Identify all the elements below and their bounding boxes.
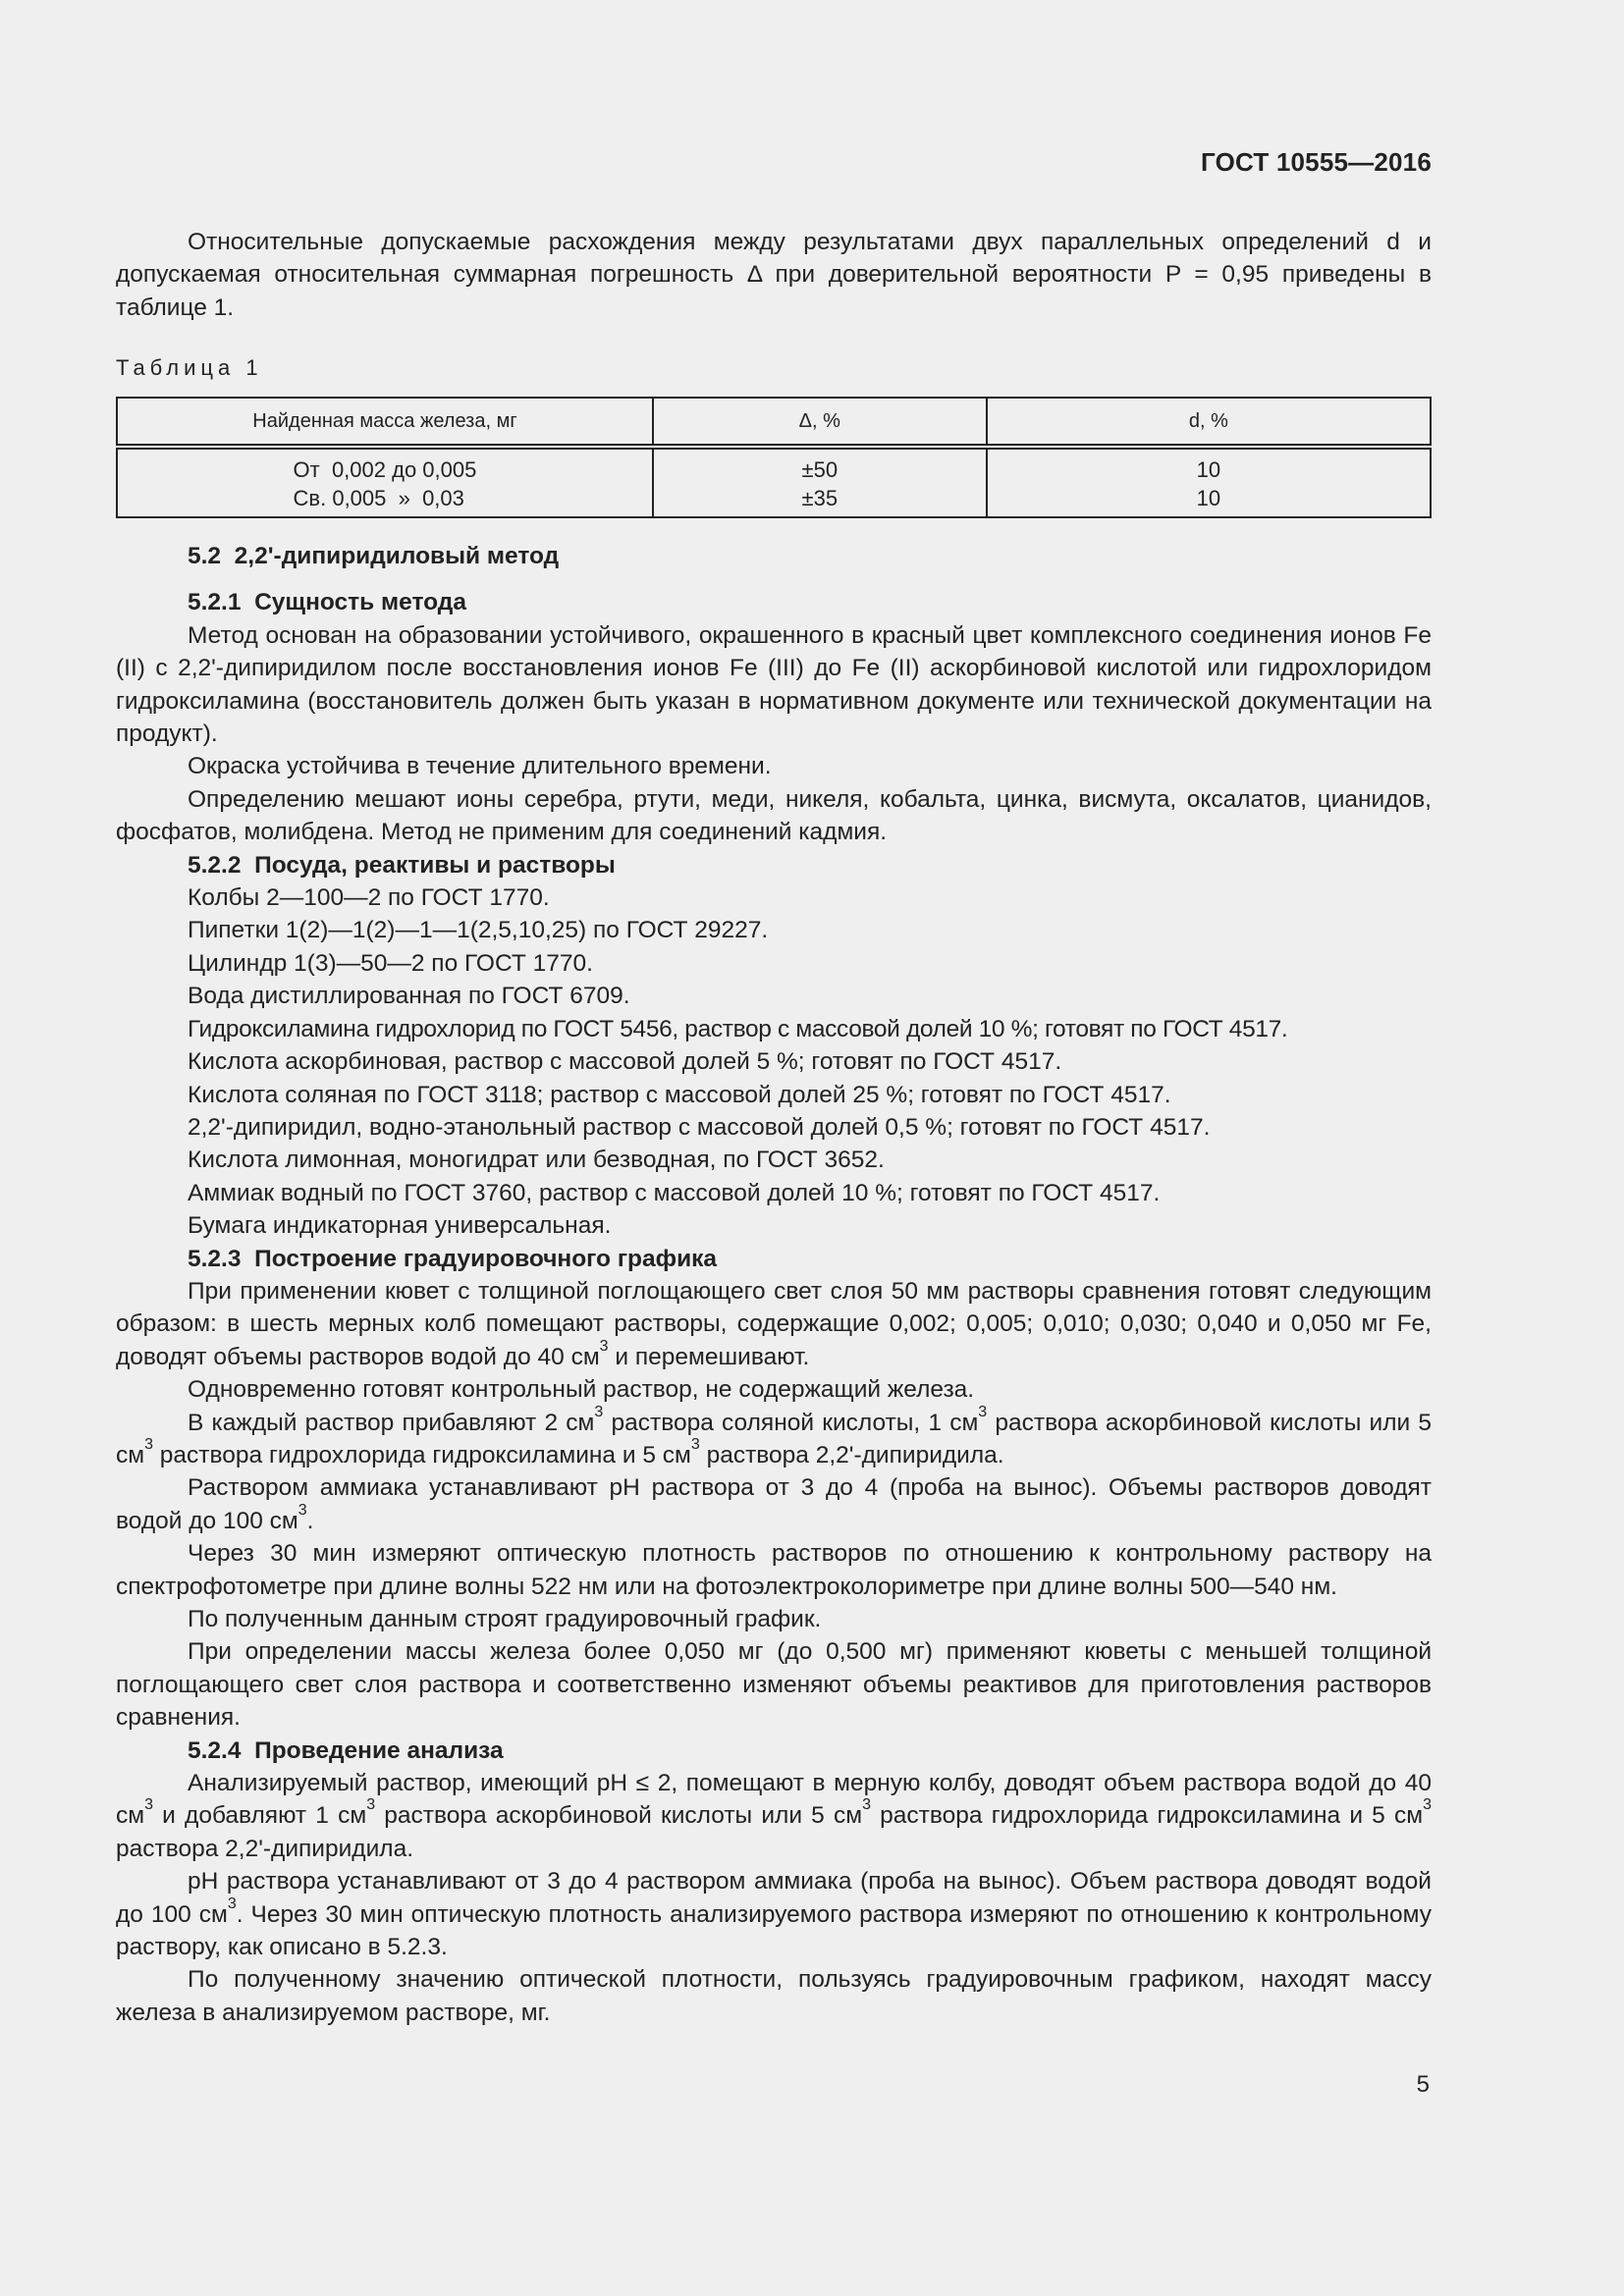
paragraph: При определении массы железа более 0,050 мг (до 0,500 мг) применяют кюветы с меньшей толщиной поглощающего свет слоя раствора и соответственно изменяют объемы реактивов для приготовления растворов сравнения. [116, 1638, 1432, 1732]
page-number: 5 [1416, 2071, 1430, 2098]
reagent-list-item: Цилиндр 1(3)—50—2 по ГОСТ 1770. [188, 949, 593, 977]
d-value: 10 [1196, 457, 1221, 482]
text-run: раствора соляной кислоты, 1 см [603, 1409, 979, 1436]
text-run: раствора гидрохлорида гидроксиламина и 5 см [153, 1441, 691, 1468]
superscript: 3 [690, 1435, 700, 1453]
paragraph: Метод основан на образовании устойчивого, окрашенного в красный цвет комплексного соединения ионов Fe (II) с 2,2'-дипиридилом после восстановления ионов Fe (III) до Fe (II) аскорбиновой кислотой или гидрохлоридом гидроксиламина (восстановитель должен быть указан в нормативном документе или технической документации на продукт). [116, 621, 1432, 748]
text-run: раствора аскорбиновой кислоты или 5 см [116, 1409, 1433, 1468]
section-heading-5-2-3: 5.2.3 Построение градуировочного графика [188, 1245, 718, 1272]
text-run: раствора 2,2'-дипиридила. [116, 1835, 413, 1862]
superscript: 3 [594, 1403, 604, 1420]
reagent-list-item: Вода дистиллированная по ГОСТ 6709. [188, 983, 630, 1010]
section-heading-5-2-2: 5.2.2 Посуда, реактивы и растворы [188, 851, 616, 879]
column-header-delta: Δ, % [653, 398, 987, 447]
text-run: pH раствора устанавливают от 3 до 4 раствором аммиака (проба на вынос). Объем раствора доводят водой до 100 см [116, 1868, 1432, 1928]
table-1 [116, 397, 1432, 518]
intro-paragraph: Относительные допускаемые расхождения между результатами двух параллельных определений d и допускаемая относительная суммарная погрешность Δ при доверительной вероятности P = 0,95 приведены в таблице 1. [116, 229, 1432, 321]
reagent-list-item: Бумага индикаторная универсальная. [188, 1212, 612, 1240]
superscript: 3 [227, 1895, 237, 1912]
mass-range-line: От 0,002 до 0,005 [293, 457, 477, 482]
reagent-list-item: Гидроксиламина гидрохлорид по ГОСТ 5456, раствор с массовой долей 10 %; готовят по ГОСТ 4517. [188, 1015, 1288, 1042]
paragraph: По полученным данным строят градуировочный график. [188, 1606, 822, 1632]
reagent-list-item: Аммиак водный по ГОСТ 3760, раствор с массовой долей 10 %; готовят по ГОСТ 4517. [188, 1179, 1161, 1206]
column-header-d: d, % [987, 398, 1431, 447]
superscript: 3 [144, 1435, 153, 1453]
superscript: 3 [978, 1403, 988, 1420]
table-caption: Таблица 1 [116, 355, 263, 380]
paragraph [116, 1275, 1432, 1373]
section-heading-5-2: 5.2 2,2'-дипиридиловый метод [188, 543, 560, 569]
text-run: раствора аскорбиновой кислоты или 5 см [375, 1802, 863, 1830]
table-row [117, 447, 1431, 517]
superscript: 3 [144, 1796, 153, 1814]
table-header-row [117, 398, 1431, 447]
section-heading-5-2-1: 5.2.1 Сущность метода [188, 589, 466, 616]
reagent-list-item: Пипетки 1(2)—1(2)—1—1(2,5,10,25) по ГОСТ 29227. [188, 917, 769, 944]
paragraph: Окраска устойчива в течение длительного времени. [188, 753, 772, 780]
text-run: раствора гидрохлорида гидроксиламина и 5 см [871, 1802, 1424, 1830]
section-heading-5-2-4: 5.2.4 Проведение анализа [188, 1736, 504, 1764]
delta-value: ±50 [801, 457, 839, 482]
table-cell-d [987, 447, 1431, 517]
superscript: 3 [366, 1796, 376, 1814]
reagent-list-item: Кислота аскорбиновая, раствор с массовой долей 5 %; готовят по ГОСТ 4517. [188, 1048, 1062, 1076]
paragraph [116, 1403, 1433, 1472]
column-header-mass: Найденная масса железа, мг [117, 398, 653, 447]
text-run: В каждый раствор прибавляют 2 см [188, 1409, 595, 1436]
superscript: 3 [599, 1337, 609, 1355]
superscript: 3 [862, 1796, 871, 1814]
paragraph: Одновременно готовят контрольный раствор, не содержащий железа. [188, 1376, 975, 1404]
paragraph [116, 1865, 1432, 1963]
reagent-list-item: Колбы 2—100—2 по ГОСТ 1770. [188, 884, 550, 912]
text-run: При применении кювет с толщиной поглощающего свет слоя 50 мм растворы сравнения готовят следующим образом: в шесть мерных колб помещают растворы, содержащие 0,002; 0,005; 0,010; 0,030; 0,040 и 0,050 мг Fe, доводят объемы растворов водой до 40 см [116, 1277, 1432, 1370]
delta-value: ±35 [801, 486, 839, 510]
paragraph: Через 30 мин измеряют оптическую плотность растворов по отношению к контрольному раствору на спектрофотометре при длине волны 522 нм или на фотоэлектроколориметре при длине волны 500—540 нм. [116, 1540, 1432, 1600]
superscript: 3 [1423, 1796, 1432, 1814]
text-run: раствора 2,2'-дипиридила. [699, 1441, 1004, 1468]
table-cell-delta [653, 447, 987, 517]
paragraph [116, 1767, 1432, 1865]
text-run: . Через 30 мин оптическую плотность анализируемого раствора измеряют по отношению к контрольному раствору, как описано в 5.2.3. [116, 1900, 1432, 1961]
text-run: . [306, 1507, 314, 1534]
reagent-list-item: 2,2'-дипиридил, водно-этанольный раствор с массовой долей 0,5 %; готовят по ГОСТ 4517. [188, 1113, 1211, 1141]
mass-range-line: Св. 0,005 » 0,03 [293, 486, 464, 510]
reagent-list-item: Кислота лимонная, моногидрат или безводная, по ГОСТ 3652. [188, 1147, 885, 1174]
reagent-list-item: Кислота соляная по ГОСТ 3118; раствор с массовой долей 25 %; готовят по ГОСТ 4517. [188, 1081, 1171, 1108]
text-run: и перемешивают. [608, 1343, 810, 1370]
paragraph [116, 1471, 1432, 1537]
text-run: Раствором аммиака устанавливают pH раствора от 3 до 4 (проба на вынос). Объемы растворов доводят водой до 100 см [116, 1474, 1432, 1534]
document-code-header: ГОСТ 10555—2016 [1201, 147, 1432, 177]
text-run: и добавляют 1 см [153, 1802, 367, 1830]
text-run: Анализируемый раствор, имеющий pH ≤ 2, помещают в мерную колбу, доводят объем раствора водой до 40 см [116, 1770, 1432, 1830]
d-value: 10 [1196, 486, 1221, 510]
paragraph: По полученному значению оптической плотности, пользуясь градуировочным графиком, находят массу железа в анализируемом растворе, мг. [116, 1966, 1432, 2026]
superscript: 3 [298, 1501, 307, 1519]
paragraph: Определению мешают ионы серебра, ртути, меди, никеля, кобальта, цинка, висмута, оксалатов, цианидов, фосфатов, молибдена. Метод не применим для соединений кадмия. [116, 785, 1432, 846]
table-cell-mass-range [117, 447, 653, 517]
body-text [116, 540, 1432, 2029]
